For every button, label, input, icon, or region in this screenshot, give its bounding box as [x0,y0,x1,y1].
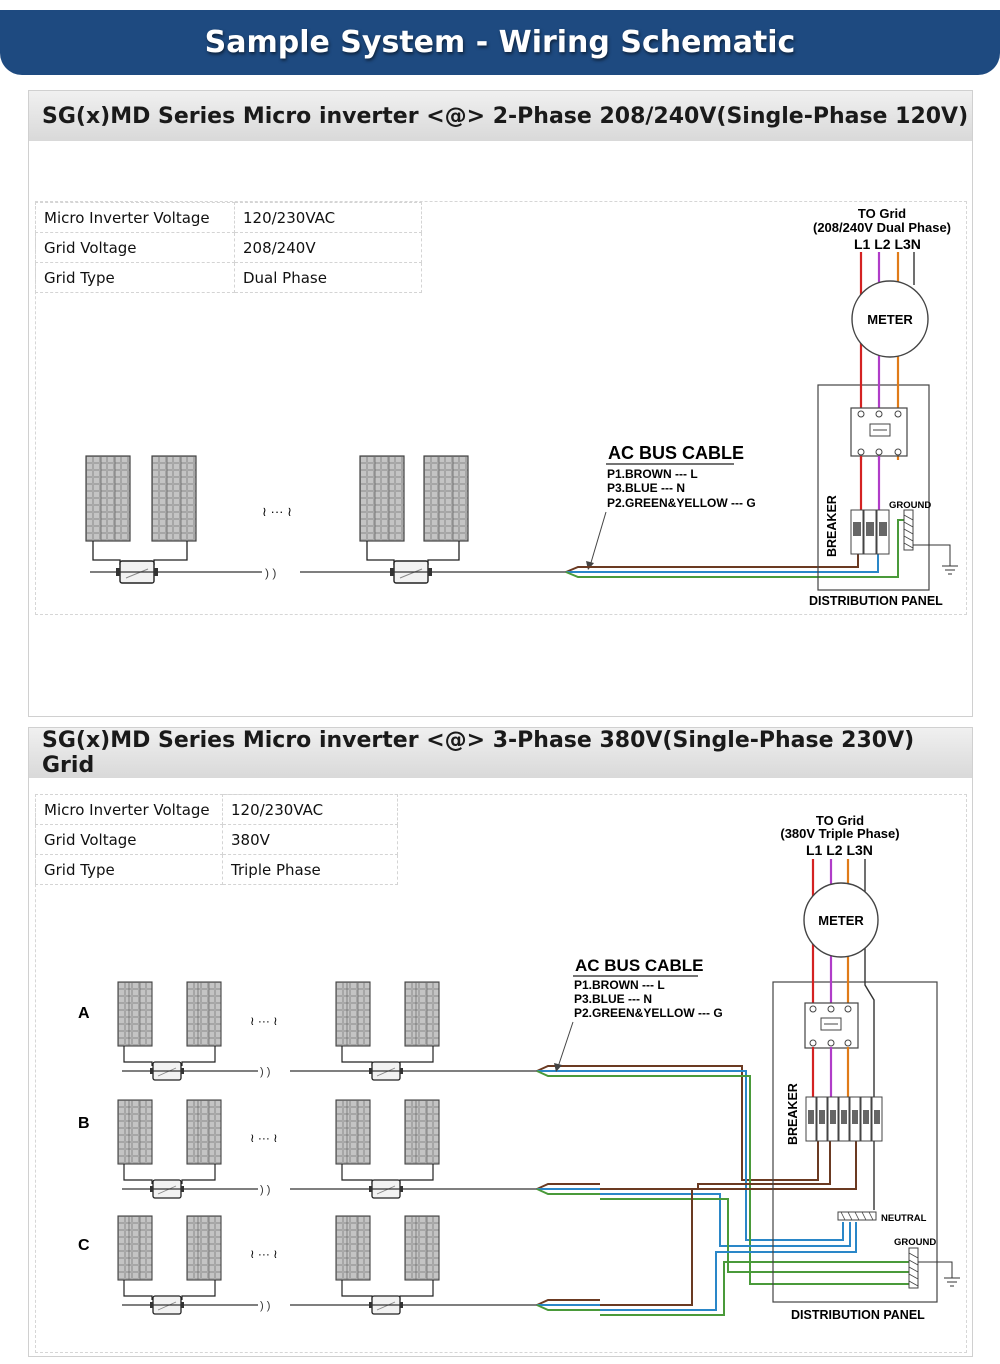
row-label-c: C [78,1237,90,1254]
ground-label: GROUND [889,500,932,511]
row-label-b: B [78,1115,90,1132]
meter-label: METER [818,913,864,928]
distribution-panel-label: DISTRIBUTION PANEL [809,594,943,608]
spec-value: Dual Phase [235,263,422,293]
continuation-ellipsis: ≀ ··· ≀ [250,1014,278,1028]
cable-p1-label: P1.BROWN --- L [574,978,665,992]
section-title: SG(x)MD Series Micro inverter <@> 2-Phase 208/240V(Single-Phase 120V) [29,91,972,141]
spec-value: 120/230VAC [235,203,422,233]
spec-label: Grid Voltage [36,825,223,855]
banner-title: Sample System - Wiring Schematic [204,25,796,60]
string-row-a [118,982,600,1080]
distribution-panel-label: DISTRIBUTION PANEL [791,1308,925,1322]
ground-label: GROUND [894,1237,937,1248]
ac-bus-cable-label: AC BUS CABLE [575,956,704,975]
spec-label: Grid Type [36,263,235,293]
string-row-c [118,1216,600,1314]
spec-value: 208/240V [235,233,422,263]
cable-p2-label: P2.GREEN&YELLOW --- G [574,1006,723,1020]
row-label-a: A [78,1005,90,1022]
continuation-ellipsis: ≀ ··· ≀ [250,1247,278,1261]
cable-p2-label: P2.GREEN&YELLOW --- G [607,496,756,510]
cable-p1-label: P1.BROWN --- L [607,467,698,481]
grid-phase-label: (208/240V Dual Phase) [812,220,952,235]
svg-text:) ): ) ) [265,566,277,580]
cable-p3-label: P3.BLUE --- N [574,992,652,1006]
neutral-label: NEUTRAL [881,1213,927,1224]
spec-label: Grid Voltage [36,233,235,263]
wiring-diagram-three-phase: ) ) A B C ≀ ··· ≀ ≀ ··· ≀ ≀ ··· ≀ AC BUS CABLE P1.BROWN --- L P3.BLUE --- N P2.GREEN&YELLOW --- G DISTRIBUTION PANEL TO Grid (380V Triple Phase) L1 L2 L3N METER BREAKER NEUTRAL GROUND [0,0,1000,1364]
spec-label: Grid Type [36,855,223,885]
spec-label: Micro Inverter Voltage [36,203,235,233]
to-grid-label: TO Grid [815,813,865,828]
breaker-label: BREAKER [825,495,839,557]
breaker-label: BREAKER [786,1083,800,1145]
continuation-ellipsis: ≀ ··· ≀ [250,1131,278,1145]
string-row-b [118,1100,600,1198]
breaker-block [806,1097,882,1141]
ac-bus-cable-label: AC BUS CABLE [608,443,745,463]
grid-phase-label: (380V Triple Phase) [780,826,900,841]
grid-lines-label: L1 L2 L3N [854,236,921,252]
grid-lines-label: L1 L2 L3N [806,842,873,858]
spec-label: Micro Inverter Voltage [36,795,223,825]
meter-label: METER [867,312,913,327]
continuation-ellipsis: ≀ ··· ≀ [262,504,292,519]
spec-value: 120/230VAC [223,795,398,825]
spec-value: 380V [223,825,398,855]
cable-p3-label: P3.BLUE --- N [607,481,685,495]
earth-ground-icon [944,1278,960,1286]
to-grid-label: TO Grid [857,206,907,221]
spec-value: Triple Phase [223,855,398,885]
section-title: SG(x)MD Series Micro inverter <@> 3-Phase 380V(Single-Phase 230V) Grid [29,728,972,778]
